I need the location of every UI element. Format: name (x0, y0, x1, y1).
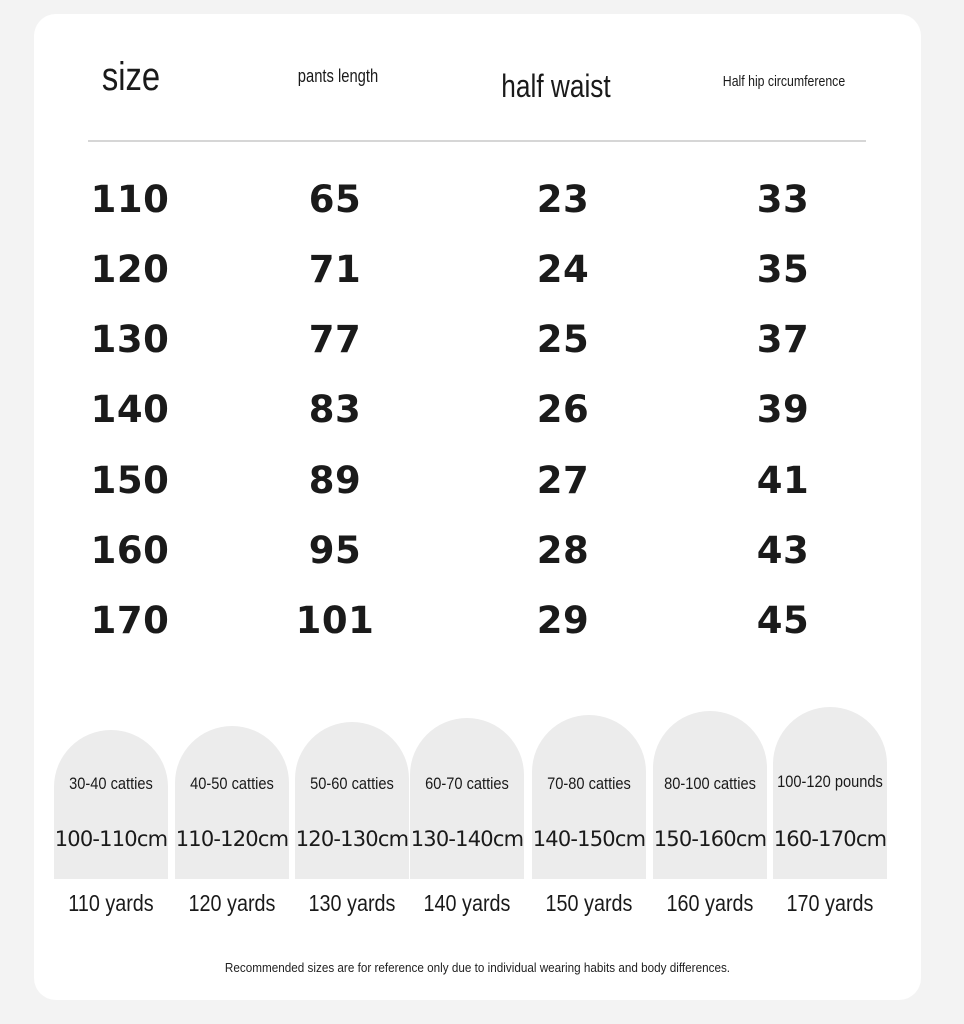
pants-length-cell: 101 (295, 599, 375, 643)
recommended-weight: 80-100 catties (664, 774, 756, 793)
table-row (34, 164, 921, 234)
size-cell: 130 (90, 318, 170, 362)
recommended-size: 110 yards (68, 890, 154, 916)
recommendation-card (175, 704, 289, 944)
half-hip-cell: 37 (756, 318, 810, 362)
recommended-height: 120-130cm (295, 827, 409, 851)
arch-background (410, 718, 524, 879)
pants-length-cell: 95 (308, 528, 362, 572)
recommendation-card (773, 704, 887, 944)
recommended-height: 130-140cm (410, 827, 524, 851)
recommendation-card (532, 704, 646, 944)
size-cell: 110 (90, 177, 170, 221)
header-pants-length: pants length (297, 65, 379, 86)
header-half-waist: half waist (501, 67, 611, 104)
pants-length-cell: 89 (308, 458, 362, 502)
size-chart-card (34, 14, 921, 1000)
half-waist-cell: 29 (536, 599, 590, 643)
recommendation-card (653, 704, 767, 944)
table-row (34, 375, 921, 445)
recommendation-card (295, 704, 409, 944)
recommended-size: 130 yards (308, 890, 396, 916)
recommended-weight: 100-120 pounds (777, 772, 883, 791)
half-waist-cell: 28 (536, 528, 590, 572)
recommended-weight: 50-60 catties (310, 774, 394, 793)
recommended-height: 100-110cm (54, 827, 168, 851)
recommended-height: 140-150cm (532, 827, 646, 851)
recommended-weight: 70-80 catties (547, 774, 631, 793)
recommended-size: 120 yards (188, 890, 276, 916)
recommended-size: 170 yards (786, 890, 874, 916)
recommended-size: 160 yards (666, 890, 754, 916)
size-recommendations (34, 704, 921, 944)
pants-length-cell: 65 (308, 177, 362, 221)
half-hip-cell: 33 (756, 177, 810, 221)
recommended-size: 140 yards (423, 890, 511, 916)
recommendation-card (410, 704, 524, 944)
half-hip-cell: 45 (756, 599, 810, 643)
size-cell: 150 (90, 458, 170, 502)
arch-background (295, 722, 409, 879)
size-table-body (34, 164, 921, 656)
table-row (34, 305, 921, 375)
header-half-hip: Half hip circumference (722, 72, 846, 90)
table-row (34, 515, 921, 585)
half-waist-cell: 27 (536, 458, 590, 502)
half-hip-cell: 39 (756, 388, 810, 432)
recommended-weight: 60-70 catties (425, 774, 509, 793)
pants-length-cell: 71 (308, 247, 362, 291)
table-row (34, 234, 921, 304)
size-cell: 140 (90, 388, 170, 432)
footnote: Recommended sizes are for reference only due to individual wearing habits and body differences. (224, 960, 731, 975)
table-header (34, 14, 921, 144)
table-row (34, 445, 921, 515)
header-size: size (101, 54, 161, 99)
pants-length-cell: 77 (308, 318, 362, 362)
half-hip-cell: 43 (756, 528, 810, 572)
header-divider (88, 140, 866, 142)
half-hip-cell: 35 (756, 247, 810, 291)
arch-background (175, 726, 289, 879)
half-hip-cell: 41 (756, 458, 810, 502)
arch-background (653, 711, 767, 879)
table-row (34, 586, 921, 656)
recommended-height: 160-170cm (773, 827, 887, 851)
recommendation-card (54, 704, 168, 944)
size-cell: 160 (90, 528, 170, 572)
recommended-size: 150 yards (545, 890, 633, 916)
recommended-height: 150-160cm (653, 827, 767, 851)
half-waist-cell: 24 (536, 247, 590, 291)
recommended-height: 110-120cm (175, 827, 289, 851)
recommended-weight: 40-50 catties (190, 774, 274, 793)
recommended-weight: 30-40 catties (69, 774, 153, 793)
size-cell: 120 (90, 247, 170, 291)
arch-background (532, 715, 646, 879)
size-cell: 170 (90, 599, 170, 643)
pants-length-cell: 83 (308, 388, 362, 432)
half-waist-cell: 25 (536, 318, 590, 362)
half-waist-cell: 26 (536, 388, 590, 432)
arch-background (54, 730, 168, 879)
half-waist-cell: 23 (536, 177, 590, 221)
arch-background (773, 707, 887, 879)
